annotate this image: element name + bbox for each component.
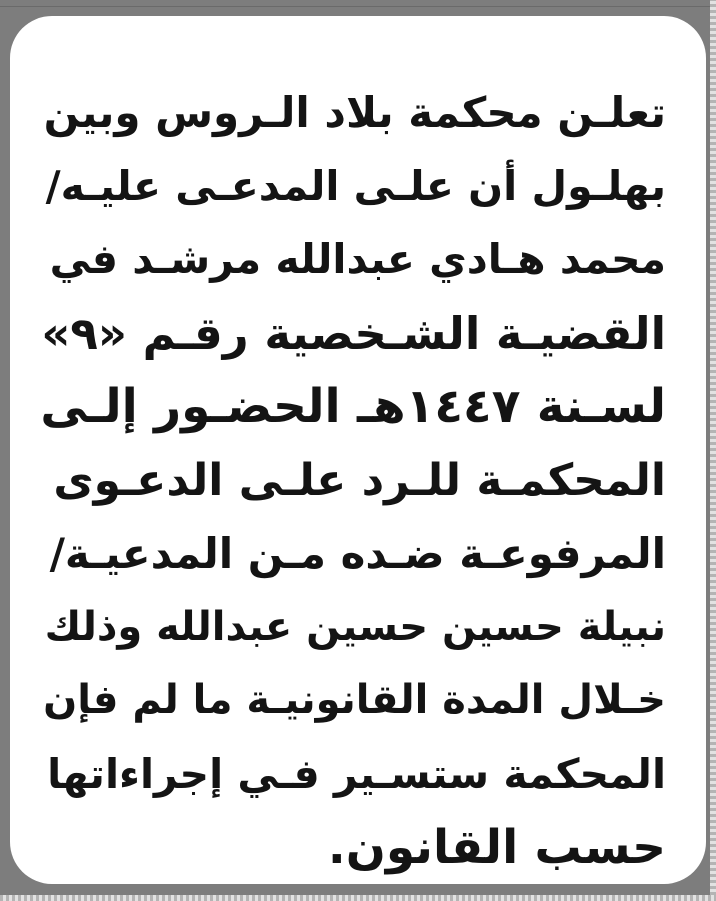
notice-line: القضيـة الشـخصية رقـم «٩» (41, 306, 666, 360)
frame-top-edge (0, 0, 716, 7)
notice-line: لسـنة ١٤٤٧هـ الحضـور إلـى (40, 379, 666, 434)
notice-line: المرفوعـة ضـده مـن المدعيـة/ (49, 529, 666, 578)
notice-line: بهلـول أن علـى المدعـى عليـه/ (45, 161, 666, 210)
notice-line: حسب القانون. (327, 820, 666, 875)
notice-line: خـلال المدة القانونيـة ما لم فإن (43, 677, 666, 723)
notice-line: تعلـن محكمة بلاد الـروس وبين (43, 88, 666, 137)
frame-right-edge (710, 0, 716, 901)
frame-bottom-edge (0, 895, 716, 901)
notice-line: نبيلة حسين حسين عبدالله وذلك (44, 603, 666, 650)
notice-line: المحكمة ستسـير فـي إجراءاتها (47, 749, 666, 798)
notice-line: محمد هـادي عبدالله مرشـد في (49, 235, 666, 283)
notice-text (40, 76, 666, 885)
notice-line: المحكمـة للـرد علـى الدعـوى (53, 454, 666, 506)
notice-card (10, 16, 706, 884)
